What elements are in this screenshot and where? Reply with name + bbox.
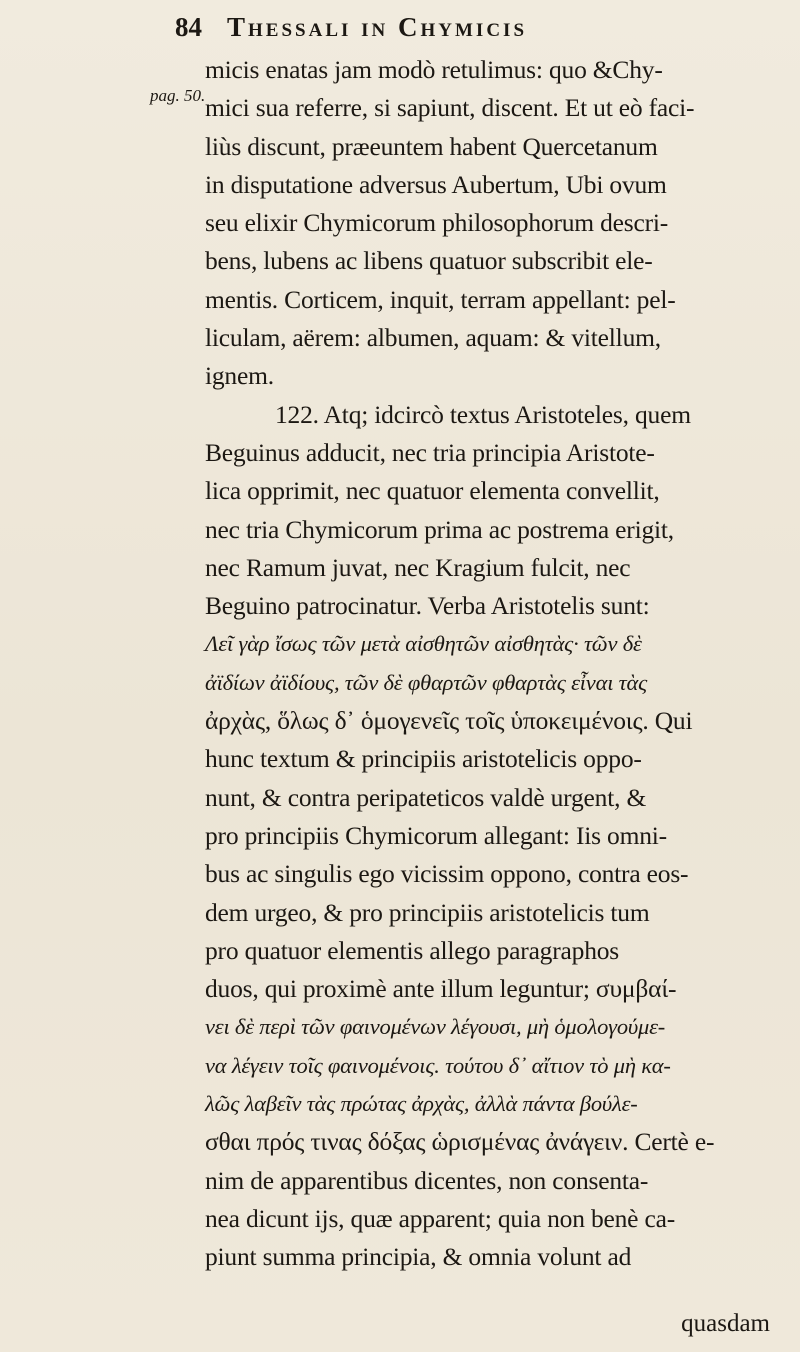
text-line: duos, qui proximè ante illum leguntur; συμβαί- (205, 974, 677, 1004)
body-text (205, 51, 793, 1277)
text-line: ἀρχὰς, ὅλως δ᾽ ὁμογενεῖς τοῖς ὑποκειμένοις. Qui (205, 706, 693, 736)
running-title: Thessali in Chymicis (227, 12, 528, 42)
text-line: mici sua referre, si sapiunt, discent. Et ut eò faci- (205, 93, 695, 123)
text-line: nim de apparentibus dicentes, non consenta- (205, 1165, 649, 1195)
text-line: pro principiis Chymicorum allegant: Iis omni- (205, 820, 667, 850)
text-line: lica opprimit, nec quatuor elementa convellit, (205, 476, 660, 506)
text-line: σθαι πρός τινας δόξας ὡρισμένας ἀνάγειν. Certè e- (205, 1127, 715, 1157)
page-header (175, 12, 795, 46)
greek-line: λῶς λαβεῖν τὰς πρώτας ἀρχὰς, ἀλλὰ πάντα βούλε- (205, 1091, 638, 1117)
paragraph-start-line: 122. Atq; idcircò textus Aristoteles, quem (275, 399, 691, 429)
greek-line: να λέγειν τοῖς φαινομένοις. τούτου δ᾽ αἴτιον τὸ μὴ κα- (205, 1052, 671, 1078)
greek-line: νει δὲ περὶ τῶν φαινομένων λέγουσι, μὴ ὁμολογούμε- (205, 1014, 666, 1040)
text-line: nea dicunt ijs, quæ apparent; quia non benè ca- (205, 1203, 675, 1233)
text-line: liùs discunt, præeuntem habent Quercetanum (205, 131, 658, 161)
text-line: in disputatione adversus Aubertum, Ubi ovum (205, 169, 667, 199)
text-line: pro quatuor elementis allego paragraphos (205, 935, 620, 965)
text-line: micis enatas jam modò retulimus: quo &Chy- (205, 55, 663, 84)
greek-line: Λεῖ γὰρ ἴσως τῶν μετὰ αἰσθητῶν αἰσθητὰς· τῶν δὲ (205, 631, 642, 657)
text-line: Beguinus adducit, nec tria principia Aristote- (205, 437, 655, 467)
text-line: mentis. Corticem, inquit, terram appellant: pel- (205, 284, 676, 314)
text-line: dem urgeo, & pro principiis aristotelicis tum (205, 897, 650, 927)
catchword: quasdam (681, 1310, 770, 1337)
text-line: piunt summa principia, & omnia volunt ad (205, 1242, 632, 1272)
text-line: bens, lubens ac libens quatuor subscribit ele- (205, 246, 653, 276)
text-line: bus ac singulis ego vicissim oppono, contra eos- (205, 859, 689, 889)
text-line: nec tria Chymicorum prima ac postrema erigit, (205, 514, 674, 544)
text-line: nec Ramum juvat, nec Kragium fulcit, nec (205, 552, 631, 582)
margin-note: pag. 50. (150, 86, 206, 105)
text-line: ignem. (205, 361, 274, 391)
text-line: liculam, aërem: albumen, aquam: & vitellum, (205, 323, 661, 353)
page-number: 84 (175, 12, 202, 42)
greek-line: ἀϊδίων ἀϊδίους, τῶν δὲ φθαρτῶν φθαρτὰς εἶναι τὰς (205, 669, 648, 695)
text-line: nunt, & contra peripateticos valdè urgent, & (205, 782, 647, 812)
text-line: seu elixir Chymicorum philosophorum descri- (205, 208, 669, 238)
text-line: hunc textum & principiis aristotelicis oppo- (205, 744, 642, 774)
text-line: Beguino patrocinatur. Verba Aristotelis sunt: (205, 591, 650, 621)
